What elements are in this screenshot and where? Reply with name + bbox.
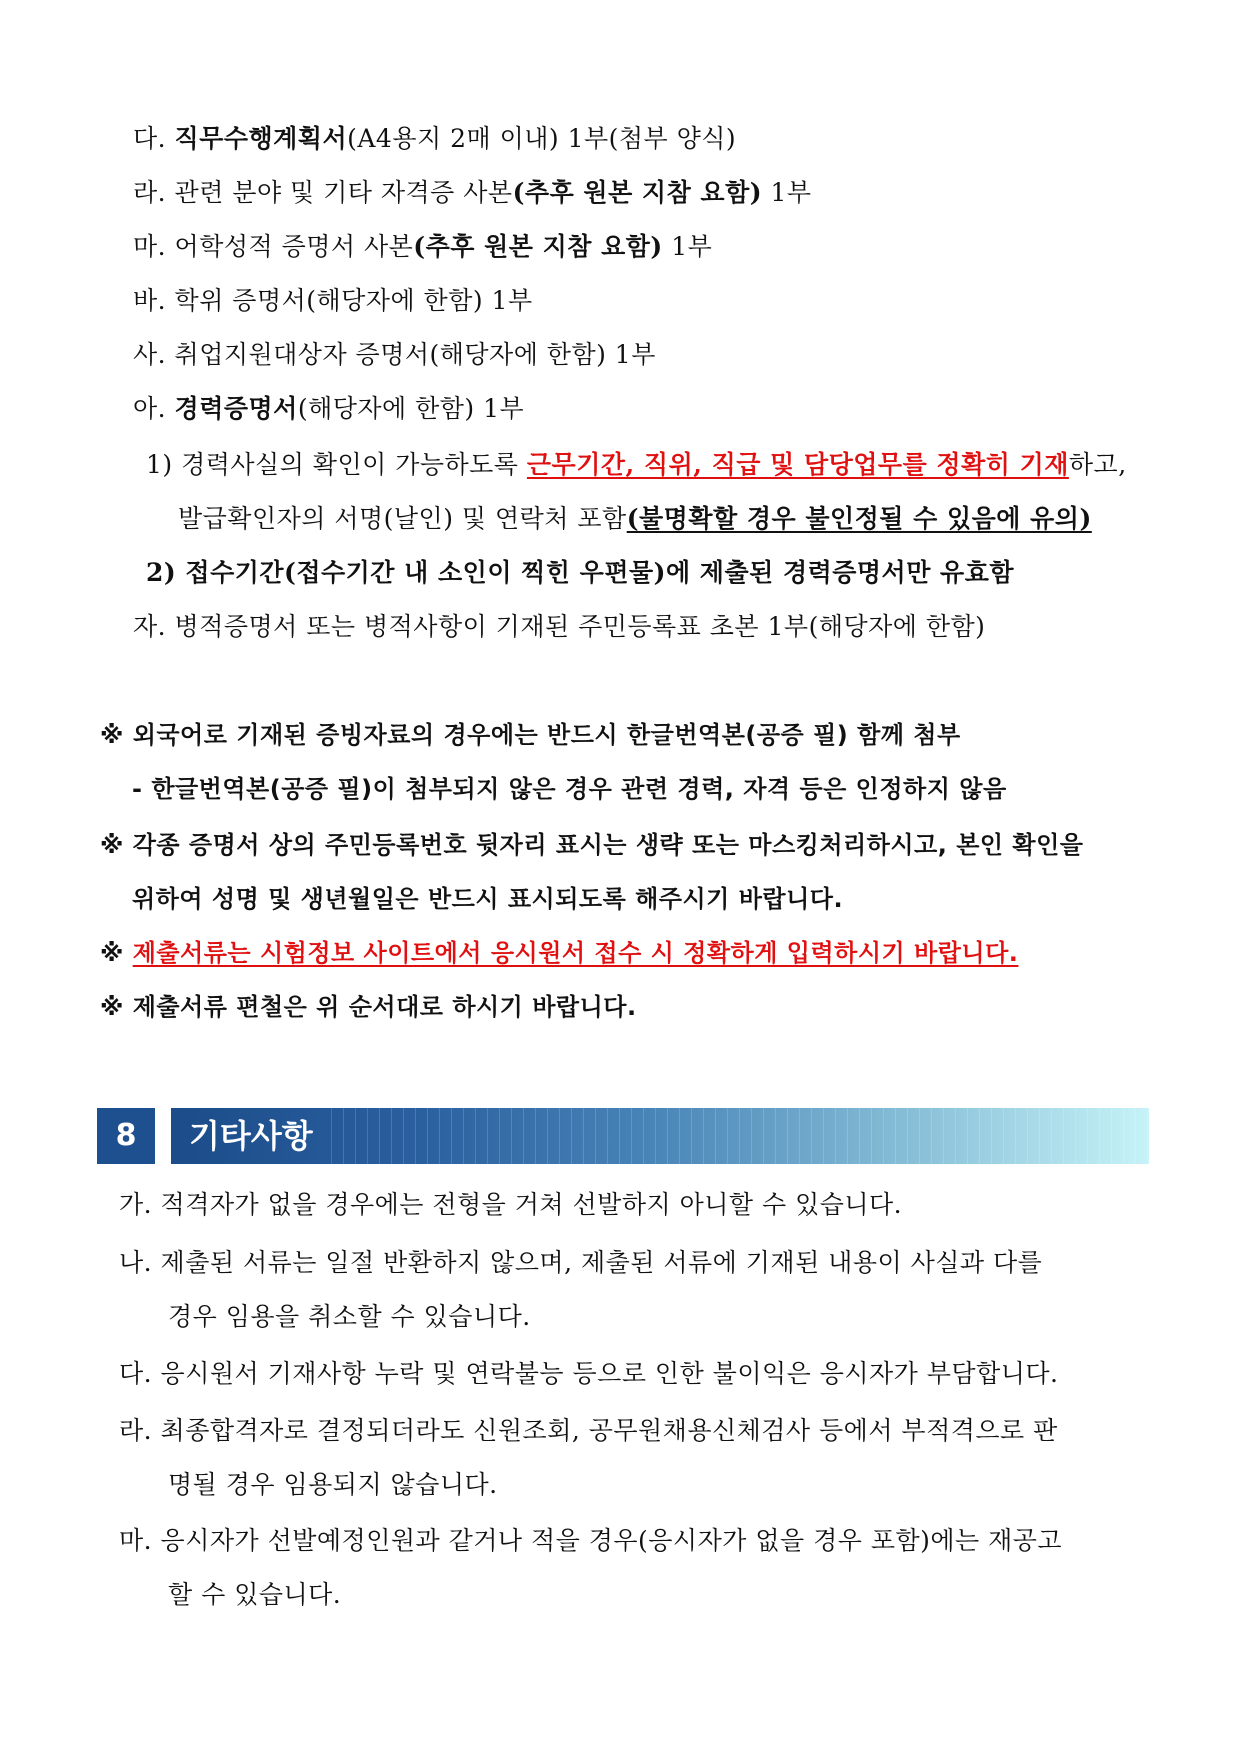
item-ra bbox=[133, 176, 812, 210]
item-sa: 사. 취업지원대상자 증명서(해당자에 한함) 1부 bbox=[133, 340, 656, 369]
section-title: 기타사항 bbox=[189, 1117, 313, 1155]
item-a-sub1-text: 1) 경력사실의 확인이 가능하도록 bbox=[146, 450, 527, 479]
note-foreign-docs: ※ 외국어로 기재된 증빙자료의 경우에는 반드시 한글번역본(공증 필) 함께 첨부 bbox=[100, 721, 961, 749]
note-submit-highlight: 제출서류는 시험정보 사이트에서 응시원서 접수 시 정확하게 입력하시기 바랍니다. bbox=[132, 939, 1019, 967]
etc-item-na-line2: 경우 임용을 취소할 수 있습니다. bbox=[168, 1302, 531, 1331]
item-ma bbox=[133, 230, 712, 264]
note-binding-order: ※ 제출서류 편철은 위 순서대로 하시기 바랍니다. bbox=[100, 993, 637, 1021]
item-a bbox=[133, 392, 524, 426]
item-a-sub1-highlight: 근무기간, 직위, 직급 및 담당업무를 정확히 기재 bbox=[526, 450, 1069, 479]
item-ja: 자. 병적증명서 또는 병적사항이 기재된 주민등록표 초본 1부(해당자에 한함) bbox=[133, 612, 986, 641]
note-submit-online bbox=[100, 936, 1018, 970]
note-masking-line2: 위하여 성명 및 생년월일은 반드시 표시되도록 해주시기 바랍니다. bbox=[132, 885, 844, 913]
note-masking-line1: ※ 각종 증명서 상의 주민등록번호 뒷자리 표시는 생략 또는 마스킹처리하시고, 본인 확인을 bbox=[100, 831, 1084, 859]
item-a-sub1-cont-text: 발급확인자의 서명(날인) 및 연락처 포함 bbox=[178, 504, 627, 533]
etc-item-ra-line2: 명될 경우 임용되지 않습니다. bbox=[168, 1470, 498, 1499]
item-a-sub1-post: 하고, bbox=[1068, 450, 1127, 479]
etc-item-ra-line1: 라. 최종합격자로 결정되더라도 신원조회, 공무원채용신체검사 등에서 부적격으로 판 bbox=[119, 1416, 1058, 1445]
item-da bbox=[133, 122, 736, 156]
etc-item-ga: 가. 적격자가 없을 경우에는 전형을 거쳐 선발하지 아니할 수 있습니다. bbox=[119, 1190, 903, 1219]
item-da-text: (A4용지 2매 이내) 1부(첨부 양식) bbox=[347, 124, 737, 153]
item-a-sub1-cont-bold: (불명확할 경우 불인정될 수 있음에 유의) bbox=[626, 504, 1092, 533]
title-bar-stripes bbox=[331, 1108, 1149, 1164]
etc-item-ma-line2: 할 수 있습니다. bbox=[168, 1580, 342, 1609]
item-a-sub2: 2) 접수기간(접수기간 내 소인이 찍힌 우편물)에 제출된 경력증명서만 유효함 bbox=[146, 558, 1015, 587]
item-ra-text: 라. 관련 분야 및 기타 자격증 사본 bbox=[133, 178, 513, 207]
section-number: 8 bbox=[97, 1108, 155, 1164]
item-ra-post: 1부 bbox=[762, 178, 812, 207]
item-ma-bold: (추후 원본 지참 요함) bbox=[413, 232, 663, 261]
etc-item-da: 다. 응시원서 기재사항 누락 및 연락불능 등으로 인한 불이익은 응시자가 부담합니다. bbox=[119, 1359, 1059, 1388]
item-da-marker: 다. bbox=[133, 124, 175, 153]
note-submit-mark: ※ bbox=[100, 939, 133, 967]
item-da-bold: 직무수행계획서 bbox=[174, 124, 348, 153]
item-ma-post: 1부 bbox=[662, 232, 713, 261]
etc-item-na-line1: 나. 제출된 서류는 일절 반환하지 않으며, 제출된 서류에 기재된 내용이 사실과 다를 bbox=[119, 1248, 1043, 1277]
note-foreign-docs-sub: - 한글번역본(공증 필)이 첨부되지 않은 경우 관련 경력, 자격 등은 인정하지 않음 bbox=[132, 775, 1007, 803]
section-title-bar bbox=[171, 1108, 1149, 1164]
item-a-bold: 경력증명서 bbox=[174, 394, 298, 423]
item-a-sub1 bbox=[146, 448, 1127, 482]
item-a-text: (해당자에 한함) 1부 bbox=[297, 394, 525, 423]
etc-item-ma-line1: 마. 응시자가 선발예정인원과 같거나 적을 경우(응시자가 없을 경우 포함)에는 재공고 bbox=[119, 1526, 1063, 1555]
item-a-marker: 아. bbox=[133, 394, 175, 423]
item-a-sub1-continued bbox=[178, 502, 1092, 536]
item-ma-text: 마. 어학성적 증명서 사본 bbox=[133, 232, 414, 261]
item-ra-bold: (추후 원본 지참 요함) bbox=[512, 178, 763, 207]
item-ba: 바. 학위 증명서(해당자에 한함) 1부 bbox=[133, 286, 533, 315]
section-header bbox=[97, 1108, 1149, 1164]
